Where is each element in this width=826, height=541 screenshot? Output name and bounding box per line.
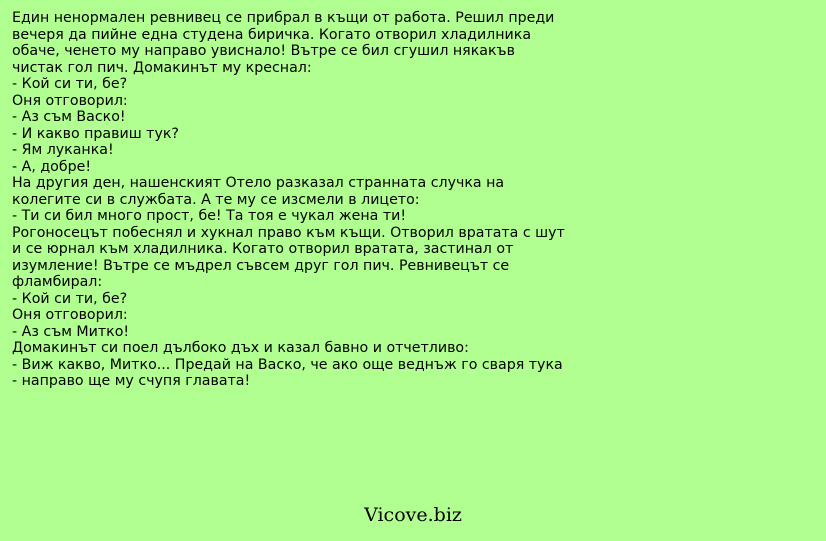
joke-line: колегите си в службата. А те му се изсмели в лицето:: [12, 191, 420, 208]
joke-line: На другия ден, нашенският Отело разказал странната случка на: [12, 175, 505, 191]
joke-line: - Аз съм Митко!: [12, 323, 130, 340]
joke-line: Оня отговорил:: [12, 92, 128, 109]
joke-text: [12, 10, 812, 390]
joke-line: - И какво правиш тук?: [12, 125, 179, 142]
joke-line: - Кой си ти, бе?: [12, 290, 128, 307]
joke-line: - А, добре!: [12, 158, 92, 175]
joke-line: - Кой си ти, бе?: [12, 76, 128, 92]
joke-line: фламбирал:: [12, 274, 103, 290]
joke-line: обаче, ченето му направо увиснало! Вътре се бил сгушил някакъв: [12, 43, 515, 59]
joke-line: Домакинът си поел дълбоко дъх и казал бавно и отчетливо:: [12, 340, 469, 356]
joke-line: Един ненормален ревнивец се прибрал в къщи от работа. Решил преди: [12, 10, 555, 26]
joke-line: - направо ще му счупя главата!: [12, 373, 251, 389]
joke-line: изумление! Вътре се мъдрел съвсем друг гол пич. Ревнивецът се: [12, 257, 510, 274]
joke-line: и се юрнал към хладилника. Когато отворил вратата, застинал от: [12, 241, 514, 257]
joke-line: - Виж какво, Митко... Предай на Васко, че ако още веднъж го сваря тука: [12, 356, 563, 373]
joke-line: Рогоносецът побеснял и хукнал право към къщи. Отворил вратата с шут: [12, 224, 565, 241]
joke-line: - Ти си бил много прост, бе! Та тоя е чукал жена ти!: [12, 208, 407, 224]
site-watermark: Vicove.biz: [364, 504, 462, 526]
joke-line: Оня отговорил:: [12, 307, 128, 323]
joke-line: - Аз съм Васко!: [12, 109, 126, 125]
joke-line: - Ям луканка!: [12, 142, 114, 158]
joke-line: вечеря да пийне една студена биричка. Когато отворил хладилника: [12, 26, 532, 43]
joke-line: чистак гол пич. Домакинът му креснал:: [12, 59, 312, 76]
